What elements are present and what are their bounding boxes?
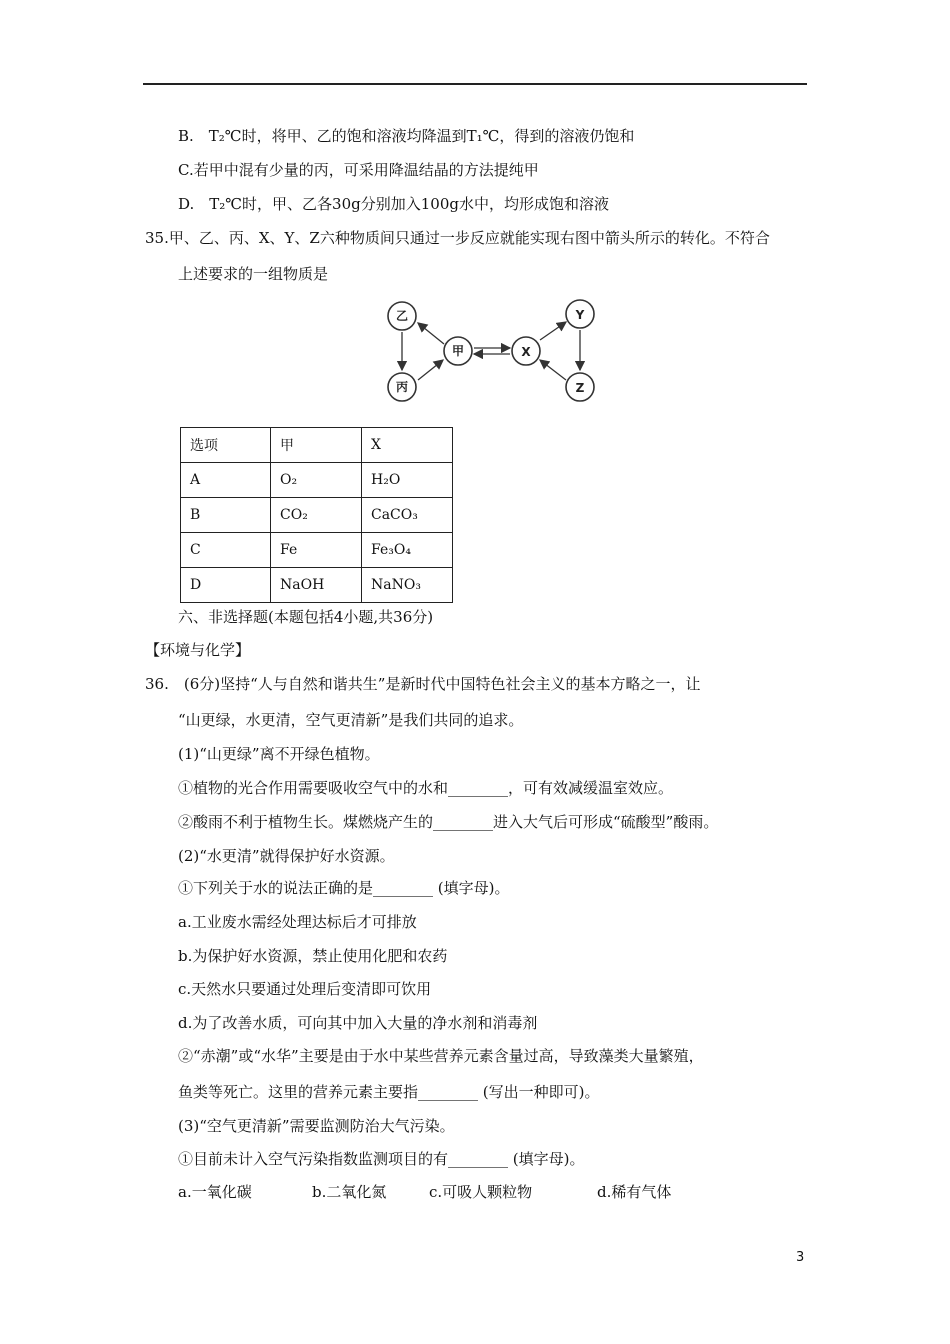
arrow-z-x	[540, 360, 566, 380]
table-row	[181, 568, 453, 603]
arrow-jia-yi	[418, 323, 444, 344]
q34-option-d: D. T₂℃时，甲、乙各30g分别加入100g水中，均形成饱和溶液	[178, 195, 609, 213]
table-row	[181, 533, 453, 568]
table-cell: Fe	[271, 533, 362, 568]
q36-line1: 36. (6分)坚持“人与自然和谐共生”是新时代中国特色社会主义的基本方略之一，让	[145, 675, 701, 693]
table-cell: B	[181, 498, 271, 533]
choice-a: a.一氧化碳	[178, 1183, 252, 1201]
q36-part2-d: d.为了改善水质，可向其中加入大量的净水剂和消毒剂	[178, 1014, 538, 1032]
node-z-label: Z	[575, 381, 585, 395]
q36-part3-choices	[178, 1182, 671, 1202]
q36-part2: (2)“水更清”就得保护好水资源。	[178, 847, 395, 865]
q36-part2-c: c.天然水只要通过处理后变清即可饮用	[178, 980, 432, 998]
q36-part2-a: a.工业废水需经处理达标后才可排放	[178, 913, 417, 931]
table-cell: H₂O	[362, 463, 453, 498]
table-cell: CO₂	[271, 498, 362, 533]
arrow-x-y	[540, 322, 566, 340]
table-cell: CaCO₃	[362, 498, 453, 533]
q36-part1-2: ②酸雨不利于植物生长。煤燃烧产生的________进入大气后可形成“硫酸型”酸雨。	[178, 813, 719, 831]
q35-options-table	[180, 427, 453, 603]
table-cell: Fe₃O₄	[362, 533, 453, 568]
choice-c: c.可吸人颗粒物	[429, 1183, 533, 1201]
node-jia-label: 甲	[451, 344, 465, 358]
table-cell: C	[181, 533, 271, 568]
conversion-diagram	[380, 296, 610, 408]
node-yi-label: 乙	[395, 309, 409, 323]
q34-option-b: B. T₂℃时，将甲、乙的饱和溶液均降温到T₁℃，得到的溶液仍饱和	[178, 127, 635, 145]
table-header: X	[362, 428, 453, 463]
table-header: 选项	[181, 428, 271, 463]
table-cell: A	[181, 463, 271, 498]
q36-part2-2b: 鱼类等死亡。这里的营养元素主要指________ (写出一种即可)。	[178, 1083, 600, 1101]
table-header: 甲	[271, 428, 362, 463]
table-cell: NaOH	[271, 568, 362, 603]
q34-option-c: C.若甲中混有少量的丙，可采用降温结晶的方法提纯甲	[178, 161, 539, 179]
q36-part2-b: b.为保护好水资源，禁止使用化肥和农药	[178, 947, 448, 965]
q36-part2-1: ①下列关于水的说法正确的是________ (填字母)。	[178, 879, 510, 897]
node-x-label: X	[521, 345, 531, 359]
table-row	[181, 463, 453, 498]
node-bing-label: 丙	[395, 380, 409, 394]
section6-title: 六、非选择题(本题包括4小题,共36分)	[178, 608, 434, 626]
table-cell: NaNO₃	[362, 568, 453, 603]
choice-d: d.稀有气体	[597, 1183, 672, 1201]
q36-part3-1: ①目前未计入空气污染指数监测项目的有________ (填字母)。	[178, 1150, 585, 1168]
q36-part1: (1)“山更绿”离不开绿色植物。	[178, 745, 380, 763]
q36-line2: “山更绿，水更清，空气更清新”是我们共同的追求。	[178, 711, 524, 729]
q36-part2-2a: ②“赤潮”或“水华”主要是由于水中某些营养元素含量过高，导致藻类大量繁殖，	[178, 1047, 704, 1065]
q35-line2: 上述要求的一组物质是	[178, 265, 329, 283]
node-y-label: Y	[575, 308, 585, 322]
table-cell: D	[181, 568, 271, 603]
page-number: 3	[796, 1250, 805, 1265]
arrow-bing-jia	[418, 360, 443, 380]
choice-b: b.二氧化氮	[312, 1183, 387, 1201]
q36-part3: (3)“空气更清新”需要监测防治大气污染。	[178, 1117, 455, 1135]
q35-line1: 35.甲、乙、丙、X、Y、Z六种物质间只通过一步反应就能实现右图中箭头所示的转化。不符合	[145, 229, 770, 247]
table-cell: O₂	[271, 463, 362, 498]
section6-subtitle: 【环境与化学】	[145, 641, 251, 659]
q36-part1-1: ①植物的光合作用需要吸收空气中的水和________，可有效减缓温室效应。	[178, 779, 674, 797]
table-row	[181, 498, 453, 533]
header-rule	[143, 83, 807, 85]
table-header-row	[181, 428, 453, 463]
